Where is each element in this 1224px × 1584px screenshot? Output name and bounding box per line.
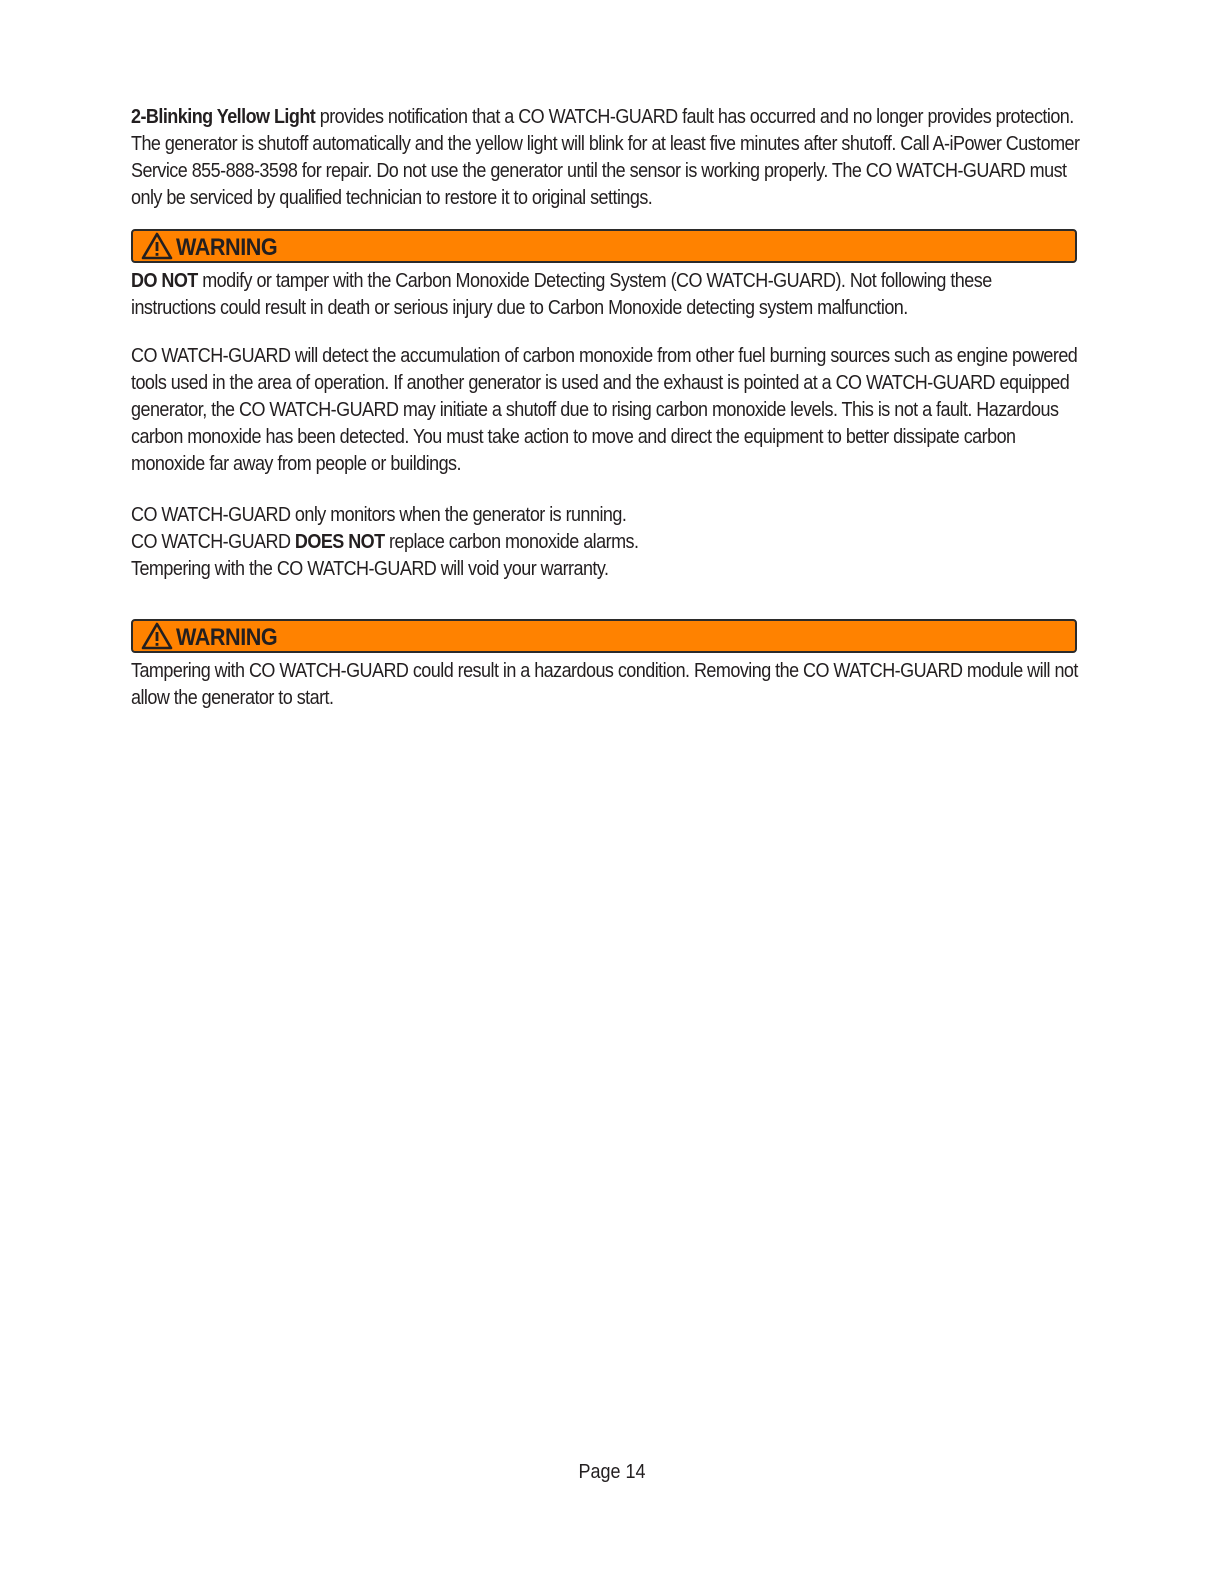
notes-line-1: CO WATCH-GUARD only monitors when the generator is running. xyxy=(131,504,627,526)
notes-line-2 xyxy=(131,529,1081,556)
blinking-yellow-lead: 2-Blinking Yellow Light xyxy=(131,106,316,128)
warning-triangle-icon xyxy=(141,232,173,260)
warning-label-2: WARNING xyxy=(176,624,278,651)
notes-line-2-bold: DOES NOT xyxy=(294,531,385,553)
detect-paragraph: CO WATCH-GUARD will detect the accumulation of carbon monoxide from other fuel burning sources such as engine powered tools used in the area of operation. If another generator is used and the exhaust is pointed at a CO WATCH-GUARD equipped generator, the CO WATCH-GUARD may initiate a shutoff due to rising carbon monoxide levels. This is not a fault. Hazardous carbon monoxide has been detected. You must take action to move and direct the equipment to better dissipate carbon monoxide far away from people or buildings. xyxy=(131,345,1078,475)
blinking-yellow-text: provides notification that a CO WATCH-GUARD fault has occurred and no longer provides protection. The generator is shutoff automatically and the yellow light will blink for at least five minutes after shutoff. Call A-iPower Customer Service 855-888-3598 for repair. Do not use the generator until the sensor is working properly. The CO WATCH-GUARD must only be serviced by qualified technician to restore it to original settings. xyxy=(131,106,1080,209)
warning-triangle-icon xyxy=(141,622,173,650)
warning-1-lead: DO NOT xyxy=(131,270,198,292)
page-content xyxy=(131,104,1081,712)
warning-banner-1 xyxy=(131,229,1077,263)
warning-2-paragraph: Tampering with CO WATCH-GUARD could result in a hazardous condition. Removing the CO WATCH-GUARD module will not allow the generator to start. xyxy=(131,660,1078,709)
notes-line-2-pre: CO WATCH-GUARD xyxy=(131,531,295,553)
notes-line-3: Tempering with the CO WATCH-GUARD will void your warranty. xyxy=(131,558,609,580)
warning-1-paragraph xyxy=(131,268,1081,322)
warning-1-text: modify or tamper with the Carbon Monoxide Detecting System (CO WATCH-GUARD). Not following these instructions could result in death or serious injury due to Carbon Monoxide detecting system malfunction. xyxy=(131,270,992,319)
notes-line-2-post: replace carbon monoxide alarms. xyxy=(384,531,639,553)
warning-banner-2 xyxy=(131,619,1077,653)
warning-label-1: WARNING xyxy=(176,234,278,261)
page-number: Page 14 xyxy=(578,1461,646,1483)
blinking-yellow-paragraph xyxy=(131,104,1081,212)
